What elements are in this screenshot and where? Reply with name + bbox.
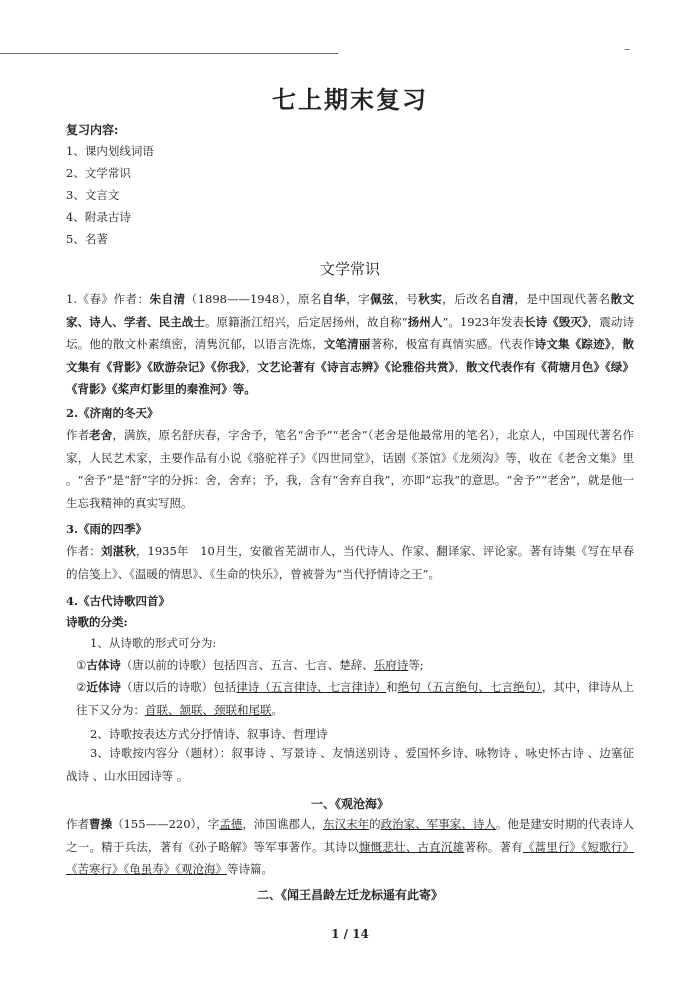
poetry-class-form: 1、从诗歌的形式可分为: [90, 636, 217, 650]
paragraph-chun: 1.《春》作者：朱自清（1898——1948），原名自华，字佩弦，号秋实，后改名自清，是中国现代著名散文家、诗人、学者、民主战士。原籍浙江绍兴，后定居扬州，故自称“扬州人”。1923年发表长诗《毁灭》，震动诗坛。他的散文朴素缜密，清隽沉郁，以语言洗炼，文笔清丽著称，极富有真情实感。代表作诗文集《踪迹》，散文集有《背影》《欧游杂记》《你我》，文艺论著有《诗言志辨》《论雅俗共赏》，散文代表作有《荷塘月色》《绿》《背影》《桨声灯影里的秦淮河》等。 [66, 292, 635, 396]
poetry-class-expression: 2、诗歌按表达方式分抒情诗、叙事诗、哲理诗 [90, 727, 328, 741]
page-number: 1 / 14 [331, 927, 369, 941]
review-item: 2、文学常识 [66, 166, 131, 180]
paragraph-jinan: 作者老舍，满族，原名舒庆春，字舍予，笔名“舍予”“老舍”（老舍是他最常用的笔名），北京人，中国现代著名作家，人民艺术家，主要作品有小说《骆驼祥子》《四世同堂》，话剧《茶馆》《龙须沟》等，收在《老舍文集》里 。“舍予”是“舒”字的分拆：舍，舍弃；予，我，含有“舍弃自我”，亦即“忘我”的意思。“舍予”“老舍”，就是他一生忘我精神的真实写照。 [66, 428, 635, 510]
header-dash: – [624, 42, 630, 56]
heading-jinan: 2.《济南的冬天》 [66, 406, 159, 420]
review-item: 3、文言文 [66, 188, 120, 202]
review-heading: 复习内容: [66, 123, 119, 137]
heading-poems: 4.《古代诗歌四首》 [66, 594, 171, 608]
paragraph-yu: 作者：刘湛秋，1935年 10月生，安徽省芜湖市人，当代诗人、作家、翻译家、评论家。著有诗集《写在早春的信笺上》、《温暖的情思》、《生命的快乐》，曾被誉为“当代抒情诗之王”。 [66, 544, 635, 581]
heading-yu: 3.《雨的四季》 [66, 522, 148, 536]
poetry-class-content: 3、诗歌按内容分（题材）：叙事诗 、写景诗 、友情送别诗 、爱国怀乡诗、咏物诗 、咏史怀古诗 、边塞征战诗 、山水田园诗等 。 [66, 746, 634, 783]
review-item: 5、名著 [66, 232, 108, 246]
poetry-new-style: ②近体诗（唐以后的诗歌）包括律诗（五言律诗、七言律诗）和绝句（五言绝句、七言绝句），其中，律诗从上往下又分为：首联、颔联、颈联和尾联。 [76, 680, 635, 717]
subheading-guancanghai: 一、《观沧海》 [310, 797, 389, 811]
section-literature: 文学常识 [319, 260, 380, 278]
paragraph-caocao: 作者曹操（155——220），字孟德，沛国谯郡人，东汉末年的政治家、军事家、诗人。他是建安时期的代表诗人之一。精于兵法，著有《孙子略解》等军事著作。其诗以慷慨悲壮、古直沉雄著称。著有《蒿里行》《短歌行》《苦寒行》《龟虽寿》《观沧海》等诗篇。 [66, 817, 635, 876]
poetry-old-style: ①古体诗（唐以前的诗歌）包括四言、五言、七言、楚辞、乐府诗等; [76, 658, 424, 672]
page-title: 七上期末复习 [272, 85, 428, 114]
subheading-wangchangling: 二、《闻王昌龄左迁龙标遥有此寄》 [256, 888, 443, 902]
review-item: 1、课内划线词语 [66, 144, 154, 158]
header-rule [0, 53, 338, 54]
review-item: 4、附录古诗 [66, 210, 131, 224]
poetry-class-heading: 诗歌的分类: [66, 615, 128, 629]
